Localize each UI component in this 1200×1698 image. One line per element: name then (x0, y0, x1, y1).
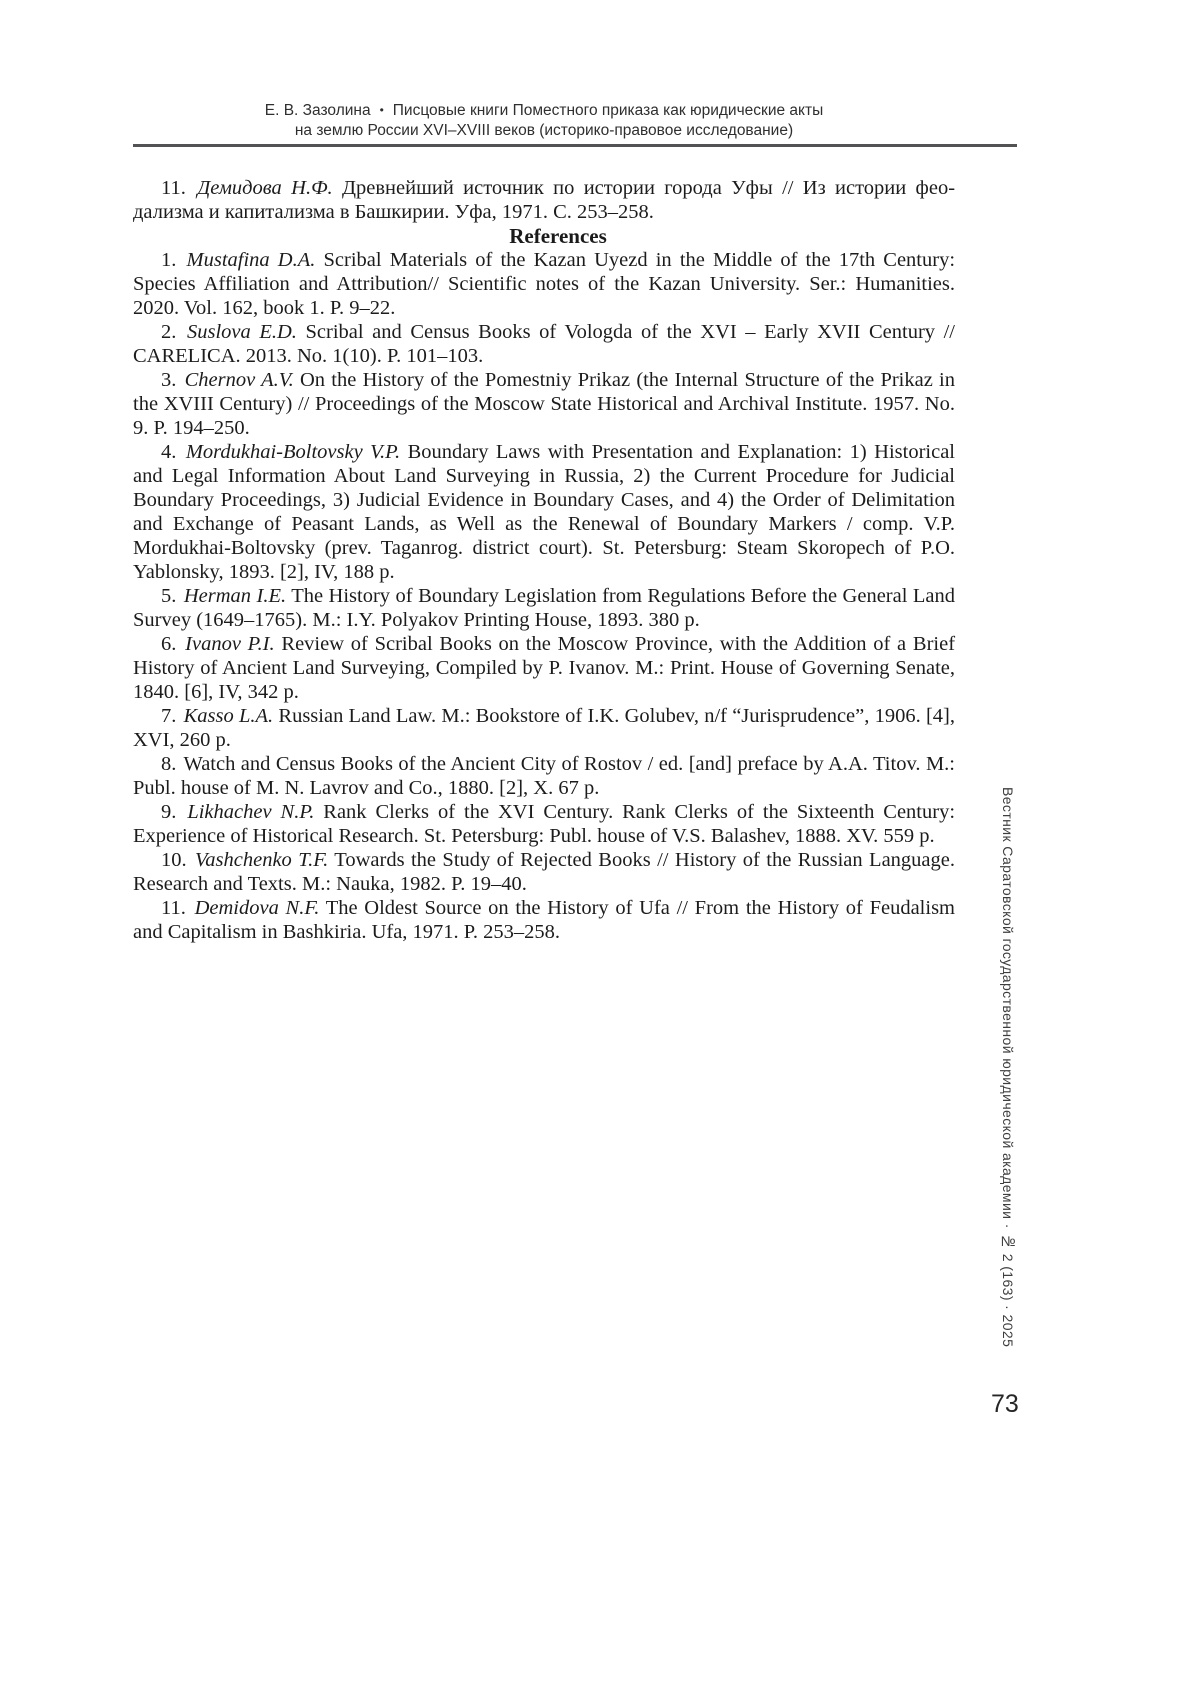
reference-text: The Oldest Source on the History of Ufa // From the History of Feudalism and Capitalism in Bashkiria. Ufa, 1971. P. 253–258. (133, 897, 955, 943)
reference-item (133, 368, 955, 440)
reference-number: 2. (161, 321, 177, 343)
reference-text: On the History of the Pomestniy Prikaz (the Internal Structure of the Prikaz in the XVIII Century) // Proceedings of the Moscow State Historical and Archival Institute. 1957. No. 9. P. 194–250. (133, 369, 955, 439)
reference-item (133, 896, 955, 944)
reference-number: 11. (161, 177, 186, 199)
reference-text: Древнейший источник по истории города Уфы // Из истории феодализма и капитализма в Башкирии. Уфа, 1971. С. 253–258. (133, 177, 956, 223)
running-header-line1 (133, 100, 955, 121)
reference-item (133, 584, 955, 632)
reference-text: Watch and Census Books of the Ancient City of Rostov / ed. [and] preface by A.A. Titov. M.: Publ. house of M. N. Lavrov and Co., 1880. [2], X. 67 p. (133, 753, 956, 799)
reference-item (133, 800, 955, 848)
running-header-line2: на землю России XVI–XVIII веков (историко-правовое исследование) (294, 122, 794, 139)
reference-number: 6. (161, 633, 177, 655)
reference-author: Chernov A.V. (184, 369, 294, 391)
reference-author: Suslova E.D. (186, 321, 297, 343)
reference-item (133, 848, 955, 896)
reference-number: 3. (161, 369, 177, 391)
reference-item (133, 632, 955, 704)
reference-text: Scribal and Census Books of Vologda of the XVI – Early XVII Century // CARELICA. 2013. No. 1(10). P. 101–103. (133, 321, 955, 367)
reference-author: Mustafina D.A. (186, 249, 316, 271)
journal-imprint-vertical: Вестник Саратовской государственной юридической академии · № 2 (163) · 2025 (1000, 787, 1016, 1348)
running-header-author: Е. В. Зазолина (264, 102, 371, 119)
reference-text: Scribal Materials of the Kazan Uyezd in the Middle of the 17th Century: Species Affiliation and Attribution// Scientific notes of the Kazan University. Ser.: Humanities. 2020. Vol. 162, book 1. P. 9–22. (133, 249, 956, 319)
reference-text: Boundary Laws with Presentation and Explanation: 1) Historical and Legal Information About Land Surveying in Russia, 2) the Current Procedure for Judicial Boundary Proceedings, 3) Judicial Evidence in Boundary Cases, and 4) the Order of Delimitation and Exchange of Peasant Lands, as Well as the Renewal of Boundary Markers / comp. V.P. Mordukhai-Boltovsky (prev. Taganrog. district court). St. Petersburg: Steam Skoropech of P.O. Yablonsky, 1893. [2], IV, 188 p. (133, 441, 956, 583)
reference-author: Herman I.E. (183, 585, 287, 607)
reference-text: The History of Boundary Legislation from Regulations Before the General Land Survey (1649–1765). M.: I.Y. Polyakov Printing House, 1893. 380 p. (133, 585, 956, 631)
reference-item (133, 248, 955, 320)
running-header-title: Писцовые книги Поместного приказа как юридические акты (392, 102, 824, 119)
reference-text: Review of Scribal Books on the Moscow Province, with the Addition of a Brief History of Ancient Land Surveying, Compiled by P. Ivanov. M.: Print. House of Governing Senate, 1840. [6], IV, 342 p. (133, 633, 956, 703)
reference-author: Vashchenko T.F. (195, 849, 329, 871)
reference-number: 7. (161, 705, 177, 727)
reference-number: 5. (161, 585, 177, 607)
reference-text: Towards the Study of Rejected Books // History of the Russian Language. Research and Texts. M.: Nauka, 1982. P. 19–40. (133, 849, 955, 895)
russian-reference-item (133, 176, 955, 224)
reference-item (133, 440, 955, 584)
reference-author: Mordukhai-Boltovsky V.P. (185, 441, 401, 463)
reference-text: Russian Land Law. M.: Bookstore of I.K. Golubev, n/f “Jurisprudence”, 1906. [4], XVI, 260 p. (133, 705, 955, 751)
text-column (133, 176, 955, 944)
reference-author: Demidova N.F. (194, 897, 320, 919)
reference-number: 10. (161, 849, 187, 871)
header-rule (133, 144, 1017, 147)
reference-item (133, 704, 955, 752)
reference-item (133, 752, 955, 800)
reference-number: 8. (161, 753, 177, 775)
reference-author: Демидова Н.Ф. (197, 177, 333, 199)
reference-author: Ivanov P.I. (185, 633, 275, 655)
reference-text: Rank Clerks of the XVI Century. Rank Clerks of the Sixteenth Century: Experience of Historical Research. St. Petersburg: Publ. house of V.S. Balashev, 1888. XV. 559 p. (133, 801, 956, 847)
reference-author: Kasso L.A. (183, 705, 274, 727)
reference-number: 4. (161, 441, 177, 463)
reference-number: 1. (161, 249, 177, 271)
bullet-separator-icon: • (379, 103, 384, 117)
reference-item (133, 320, 955, 368)
references-heading: References (509, 224, 607, 248)
page-number: 73 (991, 1390, 1019, 1418)
reference-author: Likhachev N.P. (187, 801, 315, 823)
running-header (133, 100, 955, 141)
reference-number: 11. (161, 897, 186, 919)
reference-number: 9. (161, 801, 177, 823)
